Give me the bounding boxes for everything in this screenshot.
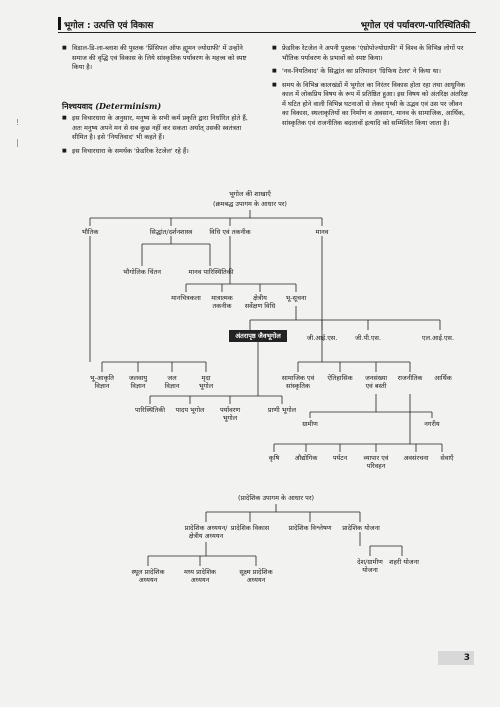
- node-quantitative: मात्रात्मक तकनीक: [211, 294, 233, 310]
- node-historical: ऐतिहासिक: [327, 374, 353, 382]
- node-trade-transport: व्यापार एवं परिवहन: [363, 454, 389, 470]
- node-human-ecology: मानव पारिस्थितिकी: [188, 268, 234, 276]
- paragraph: ■ विडाल-डि-ला-ब्लाश की पुस्तक 'प्रिंसिपल ऑफ ह्यूमन ज्योग्राफी' में उन्होंने समाज की वृद्धि एवं विकास के लिये सांस्कृतिक पर्यावरण के महत्त्व को स्पष्ट किया है।: [62, 44, 257, 73]
- node-environment-geography: पर्यावरण भूगोल: [219, 406, 241, 422]
- node-population: जनसंख्या एवं बस्ती: [364, 374, 388, 390]
- node-urban: नगरीय: [424, 420, 440, 428]
- node-cartography: मानचित्रकला: [171, 294, 201, 302]
- node-gis: जी.आई.एस.: [306, 334, 338, 342]
- node-survey: क्षेत्रीय सर्वेक्षण विधि: [244, 294, 276, 310]
- branch-philosophy: सिद्धांत/दर्शनशास्त्र: [149, 228, 193, 236]
- branch-method: विधि एवं तकनीक: [209, 228, 251, 236]
- node-geoinformation: भू-सूचना: [285, 294, 307, 302]
- node-macro-study: स्थूल प्रादेशिक अध्ययन: [131, 568, 165, 584]
- node-gps: जी.पी.एस.: [354, 334, 382, 342]
- header-right-title: भूगोल एवं पर्यावरण-पारिस्थितिकी: [360, 21, 470, 31]
- node-meso-study: मध्य प्रादेशिक अध्ययन: [183, 568, 217, 584]
- paragraph: ■ 'नव-नियतिवाद' के सिद्धांत का प्रतिपादन 'ग्रिफिथ टेलर' ने किया था।: [272, 67, 470, 77]
- node-geo-thought: भौगोलिक चिंतन: [123, 268, 161, 276]
- node-agriculture: कृषि: [268, 454, 280, 462]
- node-ecology: पारिस्थितिकी: [134, 406, 166, 414]
- node-political: राजनीतिक: [397, 374, 423, 382]
- paragraph: ■ समय के विभिन्न कालखंडों में भूगोल का निरंतर विकास होता रहा तथा आधुनिक काल में लोकप्रिय विषय के रूप में प्रतिष्ठित हुआ। इस विषय को अंतरिक्ष अंतरिक्ष में घटित होने वाली विभिन्न घटनाओं से लेकर पृथ्वी के उद्भव एवं उस पर जीवन का विकास, स्थलाकृतियों का निर्माण व अवसान, मानव के सामाजिक, आर्थिक, सांस्कृतिक एवं राजनीतिक बदलावों इत्यादि को सम्मिलित किया जाता है।: [272, 81, 470, 129]
- node-regional-analysis: प्रादेशिक विश्लेषण: [288, 524, 332, 532]
- branch-physical: भौतिक: [81, 228, 99, 236]
- node-urban-planning: शहरी योजना: [389, 558, 419, 566]
- node-soil-geography: मृदा भूगोल: [198, 374, 214, 390]
- header-left-title: भूगोल : उत्पत्ति एवं विकास: [64, 21, 154, 31]
- node-social-cultural: सामाजिक एवं सांस्कृतिक: [281, 374, 315, 390]
- branch-human: मानव: [315, 228, 329, 236]
- tree-root-sub: (क्रमबद्ध उपागम के आधार पर): [213, 200, 287, 208]
- margin-mark: !: [16, 118, 20, 127]
- node-rural: ग्रामीण: [302, 420, 318, 428]
- node-industrial: औद्योगिक: [294, 454, 318, 462]
- node-geomorphology: भू-आकृति विज्ञान: [90, 374, 114, 390]
- node-plant-geography: पादप भूगोल: [175, 406, 205, 414]
- page-number: 3: [438, 651, 474, 665]
- node-lis: एल.आई.एस.: [421, 334, 455, 342]
- paragraph: ■ फ्रेडरिक रेटजेल ने अपनी पुस्तक 'एंथ्रोपोज्योग्राफी' में विश्व के विभिन्न लोगों पर भौतिक पर्यावरण के प्रभावों को स्पष्ट किया।: [272, 44, 470, 63]
- node-micro-study: सूक्ष्म प्रादेशिक अध्ययन: [239, 568, 273, 584]
- paragraph: ■ इस विचारधारा के समर्थक 'फ्रेडरिक रेटजेल' रहे हैं।: [62, 147, 257, 157]
- node-regional-study: प्रादेशिक अध्ययन/ क्षेत्रीय अध्ययन: [184, 524, 228, 540]
- node-hydrology: जल विज्ञान: [164, 374, 180, 390]
- node-interface-biogeography: अंतरापृष्ठ जैवभूगोल: [208, 332, 308, 340]
- node-animal-geography: प्राणी भूगोल: [267, 406, 297, 414]
- regional-root: (प्रादेशिक उपागम के आधार पर): [237, 494, 315, 502]
- section-heading: निश्चयवाद (Determinism): [62, 101, 162, 111]
- node-tourism: पर्यटन: [332, 454, 348, 462]
- margin-mark: |: [16, 138, 19, 147]
- tree-root: भूगोल की शाखाएँ: [229, 190, 271, 198]
- node-rural-planning: देश/ग्रामीण योजना: [357, 558, 383, 574]
- node-regional-development: प्रादेशिक विकास: [230, 524, 270, 532]
- node-services: सेवाएँ: [440, 454, 454, 462]
- node-regional-planning: प्रादेशिक योजना: [342, 524, 380, 532]
- node-climatology: जलवायु विज्ञान: [128, 374, 148, 390]
- node-economic: आर्थिक: [434, 374, 452, 382]
- paragraph: ■ इस विचारधारा के अनुसार, मनुष्य के सभी कर्म प्रकृति द्वारा निर्धारित होते हैं, अतः मनुष्य अपने मन से सब कुछ नहीं कर सकता अर्थात् उसकी स्वतंत्रता सीमित है। इसे 'नियतिवाद' भी कहते हैं।: [62, 114, 257, 143]
- node-infrastructure: अवसंरचना: [403, 454, 429, 462]
